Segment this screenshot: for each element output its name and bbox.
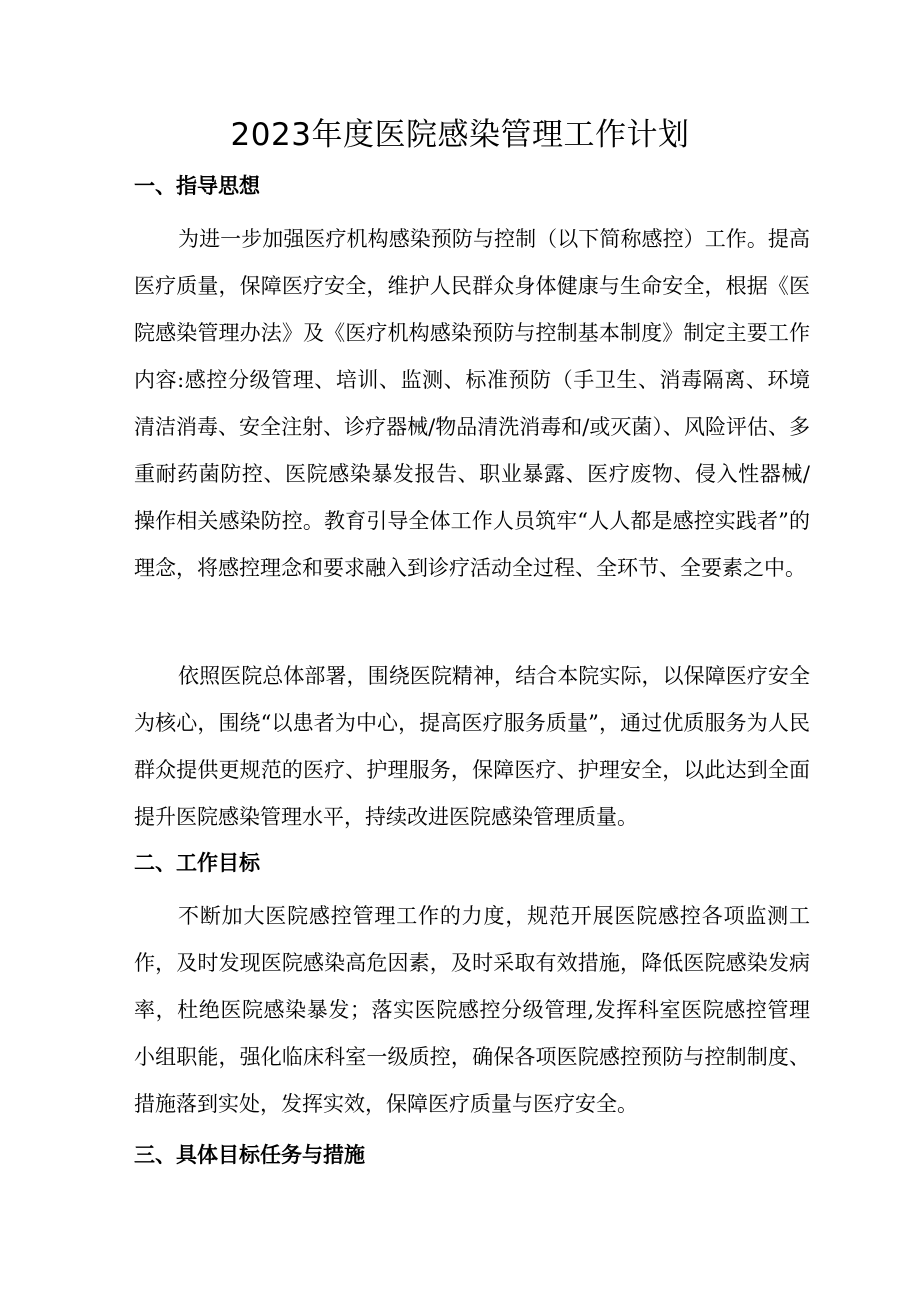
section-heading-work-goals: 二、工作目标 <box>134 851 260 875</box>
document-title: 2023年度医院感染管理工作计划 <box>230 117 690 153</box>
paragraph-work-goals-1: 不断加大医院感控管理工作的力度，规范开展医院感控各项监测工作，及时发现医院感染高危因素，及时采取有效措施，降低医院感染发病率，杜绝医院感染暴发；落实医院感控分级管理,发挥科室医院感控管理小组职能，强化临床科室一级质控，确保各项医院感控预防与控制制度、措施落到实处，发挥实效，保障医疗质量与医疗安全。 <box>134 904 810 1116</box>
section-heading-specific-tasks: 三、具体目标任务与措施 <box>134 1143 365 1167</box>
paragraph-guiding-thought-2: 依照医院总体部署，围绕医院精神，结合本院实际，以保障医疗安全为核心，围绕“以患者为中心，提高医疗服务质量”，通过优质服务为人民群众提供更规范的医疗、护理服务，保障医疗、护理安全，以此达到全面提升医院感染管理水平，持续改进医院感染管理质量。 <box>134 664 810 829</box>
section-heading-guiding-thought: 一、指导思想 <box>134 174 260 198</box>
paragraph-guiding-thought-1: 为进一步加强医疗机构感染预防与控制（以下简称感控）工作。提高医疗质量，保障医疗安全，维护人民群众身体健康与生命安全，根据《医院感染管理办法》及《医疗机构感染预防与控制基本制度》制定主要工作内容:感控分级管理、培训、监测、标准预防（手卫生、消毒隔离、环境清洁消毒、安全注射、诊疗器械/物品清洗消毒和/或灭菌）、风险评估、多重耐药菌防控、医院感染暴发报告、职业暴露、医疗废物、侵入性器械/操作相关感染防控。教育引导全体工作人员筑牢“人人都是感控实践者”的理念，将感控理念和要求融入到诊疗活动全过程、全环节、全要素之中。 <box>134 227 810 580</box>
